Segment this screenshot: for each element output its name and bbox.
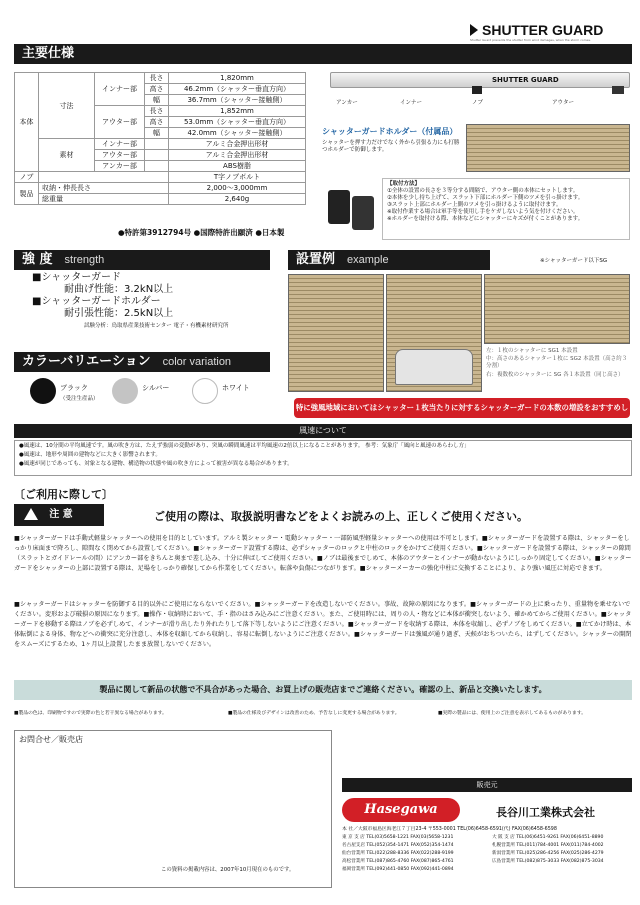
install-step: ③スラット上部にホルダー上側のツメを引っ掛けるように取付けます。 (387, 202, 562, 208)
holder-part-2 (352, 196, 374, 230)
example-photo-right (484, 274, 630, 344)
caution-label-box (14, 504, 104, 526)
label-outer: アウター (552, 100, 574, 106)
spec-cell (145, 139, 169, 150)
spec-cell: ABS樹脂 (169, 161, 306, 172)
spec-cell: アウター部 (95, 106, 145, 139)
spec-cell: T字ノブボルト (169, 172, 306, 183)
spec-cell: インナー部 (95, 139, 145, 150)
color-title-en: color variation (162, 356, 232, 368)
holder-photo (466, 124, 630, 172)
spec-cell: 本体 (15, 73, 39, 172)
seller-label: 販売元 (476, 781, 498, 789)
office-line: 高松営業所 TEL(087)865-4760 FAX(087)865-4761 (342, 859, 454, 864)
install-step: ①全体の設置の長さを３等分する間隔で、アウター側の本体にセットします。 (387, 188, 579, 194)
guard-bar-logo: SHUTTER GUARD (492, 76, 559, 84)
spec-cell: 2,000～3,000mm (169, 183, 306, 194)
spec-cell: 寸法 (39, 73, 95, 139)
office-line: 仙台営業所 TEL(022)288-8336 FAX(022)288-9199 (342, 851, 454, 856)
logo-mark-icon (470, 24, 478, 36)
office-line: 大 阪 支 店 TEL(06)6451-9261 FAX(06)6451-8890 (492, 835, 604, 840)
office-line: 福岡営業所 TEL(092)441-0850 FAX(092)441-0894 (342, 867, 454, 872)
table-row (15, 183, 306, 194)
product-diagram (312, 64, 630, 108)
office-line: 名古屋支店 TEL(052)354-1471 FAX(052)354-1474 (342, 843, 454, 848)
table-row (15, 73, 306, 84)
spec-cell: 長さ (145, 106, 169, 117)
spec-cell: インナー部 (95, 73, 145, 106)
swatch-label: ブラック (60, 384, 88, 392)
spec-cell (145, 150, 169, 161)
spec-cell (145, 161, 169, 172)
wind-line: ●風速が同じであっても、対象となる建物、構造物の状態や風の吹き方によって被害が異なる場合があります。 (19, 461, 293, 467)
table-row (15, 172, 306, 183)
logo-tagline: Shutter Guard prevents the shutter from wind damages, when the storm comes. (470, 38, 591, 42)
install-box (382, 178, 630, 240)
spec-cell: 高さ (145, 117, 169, 128)
warning-icon (24, 508, 38, 520)
wind-box (14, 440, 632, 476)
spec-cell: 幅 (145, 95, 169, 106)
table-row (15, 139, 306, 150)
wind-title: 風速について (299, 426, 347, 435)
spec-cell: 総重量 (39, 194, 169, 205)
seller-logo-text: Hasegawa (364, 802, 438, 817)
holder-title: シャッターガードホルダー（付属品） (322, 127, 458, 136)
spec-cell: 長さ (145, 73, 169, 84)
caution-label: 注 意 (49, 509, 73, 520)
spec-cell: 1,852mm (169, 106, 306, 117)
office-line: 広島営業所 TEL(082)875-3033 FAX(082)875-3034 (492, 859, 604, 864)
example-caption: 中：高さのあるシャッター１枚に SG2 本設置（高さ約３分割） (486, 356, 628, 369)
color-title: カラーバリエーション (22, 354, 151, 369)
caution-text: ご使用の際は、取扱説明書などをよくお読みの上、正しくご使用ください。 (154, 510, 528, 523)
office-line: 東 京 支 店 TEL(03)5658-1221 FAX(03)5658-1231 (342, 835, 454, 840)
strength-test: 試験分析：鳥取県産業技術センター 電子・有機素材研究所 (84, 323, 229, 329)
strength-title-bar (14, 250, 270, 270)
patent-note: ●特許第3912794号 ●国際特許出願済 ●日本製 (118, 228, 285, 237)
seller-label-bar (342, 778, 632, 792)
strength-line: 耐曲げ性能：3.2kN以上 (64, 284, 174, 295)
table-row (15, 194, 306, 205)
footnote-1: ■製品の色は、印刷物ですので実際の色と若干異なる場合があります。 (14, 711, 167, 716)
strength-box (14, 272, 270, 340)
spec-cell: 製品 (15, 183, 39, 205)
example-title-bar (288, 250, 490, 270)
install-step: ※取付作業する場合は軍手等を使用し手をケガしないよう気を付けください。 (387, 209, 579, 215)
holder-parts-image (324, 182, 380, 236)
spec-cell: 53.0mm（シャッター垂直方向） (169, 117, 306, 128)
date-note: この資料の掲載内容は、2007年10月現在のものです。 (161, 867, 295, 873)
install-title: 【取付方法】 (387, 181, 421, 187)
swatch-sublabel: （受注生産品） (60, 396, 99, 402)
label-knob: ノブ (472, 100, 484, 106)
footnote-3: ■実際の製品には、使用上のご注意を表示してあるものがあります。 (438, 711, 587, 716)
swatch-black (30, 378, 56, 404)
knob-shape (472, 86, 482, 94)
anchor-shape (612, 86, 624, 94)
spec-cell: 42.0mm（シャッター接触側） (169, 128, 306, 139)
spec-cell: アルミ合金押出形材 (169, 150, 306, 161)
contact-box (14, 730, 332, 888)
example-photo-middle (386, 274, 482, 392)
office-line: 新潟営業所 TEL(025)286-4256 FAX(025)286-4279 (492, 851, 604, 856)
strength-title-en: strength (64, 254, 105, 266)
label-inner: インナー (400, 100, 423, 106)
example-title: 設置例 (296, 252, 336, 267)
wind-line: ●風速は、地形や周囲の建物などに大きく影響されます。 (19, 452, 161, 458)
swatch-silver (112, 378, 138, 404)
seller-offices (342, 834, 634, 886)
swatch-white (192, 378, 218, 404)
color-swatches (30, 378, 270, 410)
spec-table (14, 72, 306, 205)
logo-text: SHUTTER GUARD (482, 22, 604, 38)
spec-cell: 46.2mm（シャッター垂直方向） (169, 84, 306, 95)
seller-logo (342, 798, 460, 822)
wind-line: ●風速は、10分間の平均風速です。風の吹き方は、たえず強弱の変動があり、突風の瞬間風速は平均風速の2倍以上になることがあります。 参考：気象庁「風向と風速のあらわし方」 (19, 443, 470, 449)
holder-part-1 (328, 190, 350, 224)
spec-cell: 高さ (145, 84, 169, 95)
example-note: ※シャッターガード以下SG (540, 258, 608, 264)
spec-cell: 収納・伸長長さ (39, 183, 169, 194)
seller-company: 長谷川工業株式会社 (496, 806, 595, 819)
example-photo-left (288, 274, 384, 392)
spec-title-bar (14, 44, 632, 64)
swatch-label: ホワイト (222, 384, 250, 392)
spec-cell: 36.7mm（シャッター接触側） (169, 95, 306, 106)
spec-cell: 1,820mm (169, 73, 306, 84)
seller-hq: 本 社／大阪市福島区海老江７丁目23-4 〒553-0001 TEL(06)6458-6591(代) FAX(06)6458-6598 (342, 827, 557, 832)
wind-title-bar (14, 424, 632, 438)
install-step: ②本体を少し持ち上げて、スラット下部にホルダー下側のツメを引っ掛けます。 (387, 195, 584, 201)
caution-row (14, 504, 632, 526)
warning-banner (294, 398, 630, 418)
spec-cell (39, 172, 169, 183)
install-step: ※ホルダーを取付ける際、本体などにシャッターにキズが付くことがあります。 (387, 216, 584, 222)
contact-label: お問合せ／販売店 (19, 735, 83, 744)
brand-logo (470, 22, 630, 44)
spec-cell: ノブ (15, 172, 39, 183)
example-caption: 左：１枚のシャッターに SG1 本設置 (486, 348, 578, 354)
footnote-2: ■製品の仕様及びデザインは改善のため、予告なしに変更する場合があります。 (228, 711, 400, 716)
new-item-banner (14, 680, 632, 700)
color-title-bar (14, 352, 270, 372)
spec-cell: 2,640g (169, 194, 306, 205)
new-item-banner-text: 製品に関して新品の状態で不具合があった場合、お買上げの販売店までご連絡ください。確認の上、新品と交換いたします。 (99, 685, 547, 694)
spec-cell: アンカー部 (95, 161, 145, 172)
strength-line: ■シャッターガードホルダー (32, 296, 161, 307)
car-shape (395, 349, 473, 385)
office-line: 札幌営業所 TEL(011)784-4001 FAX(011)784-4002 (492, 843, 604, 848)
strength-line: ■シャッターガード (32, 272, 122, 283)
example-title-en: example (347, 254, 389, 266)
spec-title: 主要仕様 (22, 46, 75, 61)
spec-cell: アウター部 (95, 150, 145, 161)
spec-cell: アルミ合金押出形材 (169, 139, 306, 150)
strength-line: 耐引張性能：2.5kN以上 (64, 308, 174, 319)
usage-title: 〔ご利用に際して〕 (14, 488, 113, 501)
usage-para-1: ■シャッターガードは手動式軽量シャッターへの使用を目的としています。アルミ製シャッター・電動シャッター・一部防風型軽量シャッターへの使用は不可とします。■シャッターガードを設置する際は、シャッターをしっかり床面まで降ろし、隙間なく閉めてから設置してください。■シャッターガード設置する際は、必ずシャッターのロックと中柱のロックをかけてご使用ください。■シャッターガードを設置する際は、シャッターの隙間（スラットとガイドレールの間）にアンカー部をきちんと奥まで差し込み、十分に伸ばしてご使用ください。■ノブは最後までしめて、本体のアウターとインナーが動かないようにしっかり固定してください。■シャッターガードをシャッターの上部に設置する際は、足場をしっかり確保してから作業をしてください。転落や負傷につながります。■シャッターメーカーの強化中柱に交換することにより、より強い風圧に対応できます。 (14, 535, 632, 572)
strength-title: 強 度 (22, 252, 53, 267)
usage-para-2: ■シャッターガードはシャッターを防御する目的以外にご使用にならないでください。■シャッターガードを改造しないでください。事故、故障の原因になります。■シャッターガードの上に乗ったり、重量物を乗せないでください。変形および破損の原因になります。■操作・収納時において、手・指のはさみ込みにご注意ください。また、ご使用時には、周りの人・物などに本体が衝突しないよう、確かめてからご使用ください。■シャッターガードを移動する際はノブを必ずしめて、インナーが滑り出したり外れたりして落下等しないようにご注意ください。■シャッターガードを収納する際は、本体を収縮し、必ずノブをしめてください。■立てかけ時は、本体転倒による身体、物などへの衝突に充分注意し、本体を収縮してから収納し、容易に転倒しないようにご注意ください。■シャッターガードは強風が通り過ぎ、天候がおちついたら、はずしてください。シャッターの開閉をスムーズにするため、1ヶ月以上設置したまま放置しないでください。 (14, 601, 632, 648)
swatch-label: シルバー (142, 384, 170, 392)
warning-banner-text: 特に強風地域においてはシャッター１枚当たりに対するシャッターガードの本数の増設をおすすめし (295, 403, 629, 412)
example-caption: 右：複数枚のシャッターに SG 各１本設置（同じ高さ） (486, 372, 624, 378)
spec-cell: 素材 (39, 139, 95, 172)
label-anchor: アンカー (336, 100, 358, 106)
holder-desc: シャッターを押す力だけでなく外から引張る力にも打勝つホルダーで防御します。 (322, 140, 460, 153)
spec-cell: 幅 (145, 128, 169, 139)
